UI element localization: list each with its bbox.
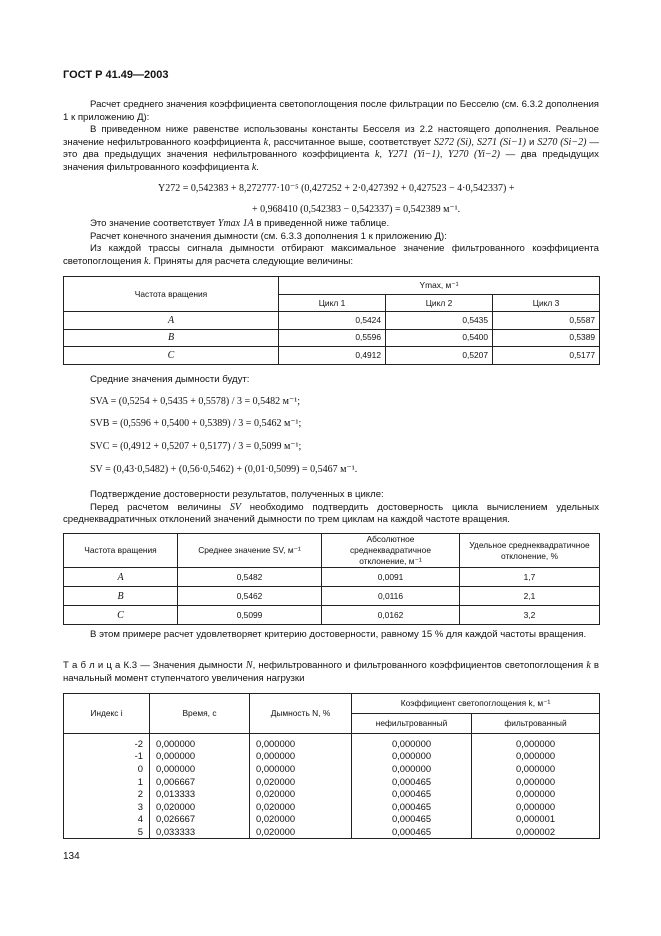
table-ymax-cycles — [63, 276, 599, 365]
table-deviation — [63, 533, 599, 625]
table1-header-cycle-1: Цикл 1 — [279, 295, 386, 312]
paragraph-validity-details: Перед расчетом величины SV необходимо подтвердить достоверность цикла вычислением удельных среднеквадратичных отклонений значений дымности по трем циклам на каждой частоте вращения. — [63, 501, 599, 525]
formula-sv-a: SVA = (0,5254 + 0,5435 + 0,5578) / 3 = 0,5482 м⁻¹; — [90, 396, 301, 407]
table-row: 1 0,006667 0,020000 0,000465 0,000000 — [64, 775, 600, 788]
table1-header-cycle-3: Цикл 3 — [493, 295, 600, 312]
validity-intro — [63, 489, 599, 527]
formula-sv-b: SVB = (0,5596 + 0,5400 + 0,5389) / 3 = 0,5462 м⁻¹; — [90, 418, 302, 429]
table1-header-cycle-2: Цикл 2 — [386, 295, 493, 312]
table3-header-time: Время, с — [150, 694, 250, 734]
table-row: B 0,5596 0,5400 0,5389 — [64, 329, 600, 347]
table-row: 5 0,033333 0,020000 0,000465 0,000002 — [64, 825, 600, 838]
table2-header-average: Среднее значение SV, м⁻¹ — [178, 534, 322, 568]
table-row: -2 0,000000 0,000000 0,000000 0,000000 — [64, 734, 600, 750]
table3-header-filtered: фильтрованный — [472, 714, 600, 734]
table3-caption: Т а б л и ц а К.3 — Значения дымности N, нефильтрованного и фильтрованного коэффициентов светопоглощения k в начальный момент ступенчатого увеличения нагрузки — [63, 660, 600, 684]
page-number: 134 — [63, 851, 80, 862]
symbol-ymax1a: Ymax 1A — [217, 218, 254, 229]
page-header: ГОСТ Р 41.49—2003 — [63, 69, 169, 81]
table-row: -1 0,000000 0,000000 0,000000 0,000000 — [64, 750, 600, 763]
paragraph-smoke-trace: Из каждой трассы сигнала дымности отбирают максимальное значение фильтрованного коэффициента светопоглощения k. Приняты для расчета следующие величины: — [63, 243, 599, 267]
paragraph-bessel-average: Расчет среднего значения коэффициента светопоглощения после фильтрации по Бесселю (см. 6.3.2 дополнения 1 к приложению Д): — [63, 99, 599, 123]
bessel-intro — [63, 99, 599, 174]
smoke-intro — [63, 218, 599, 268]
table-row: 0 0,000000 0,000000 0,000000 0,000000 — [64, 762, 600, 775]
paragraph-bessel-constants: В приведенном ниже равенстве использованы константы Бесселя из 2.2 настоящего дополнения. Реальное значение нефильтрованного коэффициента k, рассчитанное выше, соответствует S272 (Si), S271 (Si−1) и S270 (Si−2) — это два предыдущих значения нефильтрованного коэффициента k, Y271 (Yi−1), Y270 (Yi−2) — два предыдущих значения фильтрованного коэффициента k. — [63, 124, 600, 173]
table-row: 2 0,013333 0,020000 0,000465 0,000000 — [64, 787, 600, 800]
table-smoke-coefficients — [63, 693, 599, 839]
table3-header-index: Индекс i — [64, 694, 150, 734]
formula-sv-c: SVC = (0,4912 + 0,5207 + 0,5177) / 3 = 0,5099 м⁻¹; — [90, 441, 302, 452]
table3-header-coefficient: Коэффициент светопоглощения k, м⁻¹ — [352, 694, 600, 714]
symbol-s272: S272 (Si) — [434, 136, 472, 148]
paragraph-validity: Подтверждение достоверности результатов, полученных в цикле: — [90, 489, 384, 500]
table-row: A 0,5424 0,5435 0,5587 — [64, 312, 600, 330]
formula-sv-total: SV = (0,43·0,5482) + (0,56·0,5462) + (0,01·0,5099) = 0,5467 м⁻¹. — [90, 464, 358, 475]
table3-header-smoke: Дымность N, % — [250, 694, 352, 734]
table2-header-speed: Частота вращения — [64, 534, 178, 568]
symbol-y271: Y271 (Yi−1) — [387, 149, 440, 160]
symbol-n: N — [245, 660, 253, 671]
table-row: B 0,5462 0,0116 2,1 — [64, 587, 600, 606]
table-row: A 0,5482 0,0091 1,7 — [64, 568, 600, 587]
table1-header-speed: Частота вращения — [64, 277, 279, 312]
paragraph-criterion: В этом примере расчет удовлетворяет критерию достоверности, равному 15 % для каждой частоты вращения. — [90, 629, 587, 640]
table3-caption-label: Т а б л и ц а К.3 — [63, 660, 138, 671]
symbol-sv: SV — [229, 501, 241, 513]
paragraph-final-smoke: Расчет конечного значения дымности (см. 6.3.3 дополнения 1 к приложению Д): — [90, 230, 447, 242]
symbol-s271: S271 (Si−1) — [477, 136, 527, 148]
table-row: C 0,5099 0,0162 3,2 — [64, 606, 600, 625]
formula-line-2: + 0,968410 (0,542383 − 0,542337) = 0,542389 м⁻¹. — [252, 204, 461, 215]
table1-header-ymax: Ymax, м⁻¹ — [279, 277, 600, 295]
table-row: 4 0,026667 0,020000 0,000465 0,000001 — [64, 813, 600, 826]
formula-line-1: Y272 = 0,542383 + 8,272777·10⁻⁵ (0,427252 + 2·0,427392 + 0,427523 − 4·0,542337) + — [158, 183, 515, 194]
paragraph-average-smoke: Средние значения дымности будут: — [90, 374, 250, 385]
symbol-s270: S270 (Si−2) — [537, 136, 587, 148]
table-row: 3 0,020000 0,020000 0,000465 0,000000 — [64, 800, 600, 813]
table2-header-relative: Удельное среднеквадратичное отклонение, % — [460, 534, 600, 568]
table-row: C 0,4912 0,5207 0,5177 — [64, 347, 600, 365]
table3-header-unfiltered: нефильтрованный — [352, 714, 472, 734]
paragraph-ymax-value: Это значение соответствует Ymax 1A в приведенной ниже таблице. — [90, 218, 390, 229]
symbol-y270: Y270 (Yi−2) — [448, 149, 501, 160]
table2-header-absolute: Абсолютное среднеквадратичное отклонение, м⁻¹ — [322, 534, 460, 568]
symbol-k: k — [263, 136, 269, 148]
